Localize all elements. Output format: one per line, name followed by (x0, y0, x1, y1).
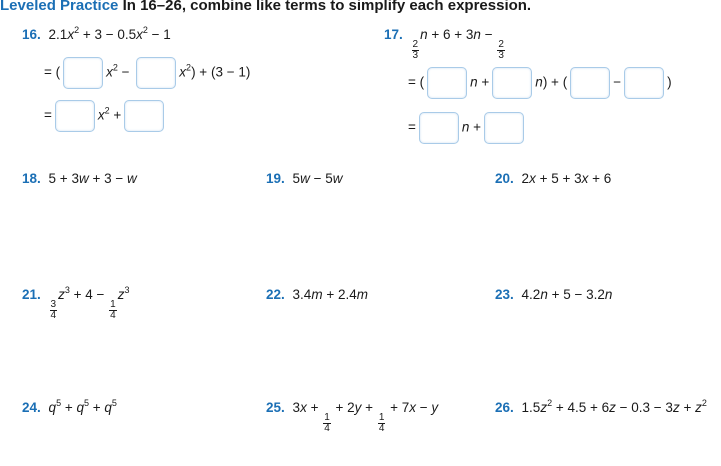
var: n (604, 287, 613, 302)
step-text: − (613, 74, 622, 90)
exponent: 2 (104, 105, 110, 116)
expr-part: + (306, 400, 323, 415)
problem-16 (22, 25, 171, 45)
denominator: 4 (110, 310, 116, 321)
problem-16-step-1 (44, 57, 250, 89)
answer-box-17b[interactable] (492, 67, 532, 99)
step-text: + (477, 74, 490, 90)
expr-part: 3.4 (292, 287, 312, 302)
var: y (431, 400, 439, 415)
step-text: ) + ( (542, 74, 568, 90)
var: w (126, 171, 137, 186)
problem-number: 25. (266, 400, 285, 415)
exponent: 2 (142, 25, 148, 35)
var: z (540, 400, 548, 415)
var: n (470, 74, 478, 90)
exponent: 3 (64, 285, 70, 295)
var: x (136, 27, 143, 42)
problem-22 (266, 285, 368, 305)
step-text: ) (667, 74, 672, 90)
problem-20 (495, 169, 611, 189)
var: x (97, 107, 105, 123)
problem-24 (22, 398, 117, 418)
var: x (581, 171, 589, 186)
var: x (529, 171, 536, 186)
problem-26 (495, 398, 707, 418)
var: z (609, 400, 616, 415)
problem-number: 18. (22, 171, 41, 186)
problem-21 (22, 285, 129, 321)
fraction (323, 413, 331, 434)
fraction (412, 40, 420, 61)
var: z (117, 287, 125, 302)
numerator: 3 (50, 299, 57, 310)
step-text: = (44, 107, 52, 123)
expr-part: + 2.4 (322, 287, 357, 302)
problem-number: 19. (266, 171, 285, 186)
answer-box-16b[interactable] (136, 57, 176, 89)
header-instruction: , combine like terms to simplify each expression. (181, 0, 532, 14)
expr-part: + 3 − (88, 171, 127, 186)
header-in: In (122, 0, 136, 14)
fraction (109, 300, 117, 321)
exponent: 5 (83, 398, 89, 408)
var: n (473, 27, 481, 42)
var: q (76, 400, 84, 415)
problem-number: 20. (495, 171, 514, 186)
expr-part: + 4.5 + 6 (552, 400, 610, 415)
answer-box-16d[interactable] (124, 100, 164, 132)
denominator: 4 (50, 310, 57, 321)
expr-part: + 5 + 3 (535, 171, 582, 186)
expr-part: + 4 − (69, 287, 109, 302)
var: w (332, 171, 343, 186)
denominator: 4 (378, 423, 385, 434)
problem-19 (266, 169, 342, 189)
denominator: 3 (498, 50, 504, 61)
step-text: = ( (408, 74, 425, 90)
var: n (420, 27, 428, 42)
problem-23 (495, 285, 612, 305)
problem-18 (22, 169, 137, 189)
step-text: ) + (3 − 1) (191, 64, 251, 80)
var: z (672, 400, 680, 415)
leveled-practice-label: Leveled Practice (0, 0, 119, 14)
denominator: 3 (412, 50, 419, 61)
var: q (104, 400, 112, 415)
expr-part: + 6 (588, 171, 612, 186)
expr-part: + (89, 400, 105, 415)
expr-part: 2.1 (48, 27, 68, 42)
expr-part: 2 (521, 171, 530, 186)
problem-number: 17. (384, 27, 403, 42)
expr-part: − (416, 400, 432, 415)
problem-25 (266, 398, 438, 434)
var: z (695, 400, 702, 415)
answer-box-17a[interactable] (427, 67, 467, 99)
answer-box-17c[interactable] (570, 67, 610, 99)
expr-part: 1.5 (521, 400, 541, 415)
exponent: 3 (124, 285, 130, 295)
step-text: + (109, 107, 122, 123)
expr-part: + 5 − 3.2 (547, 287, 605, 302)
var: x (106, 64, 113, 80)
exponent: 2 (701, 398, 707, 408)
expr-part: + (361, 400, 377, 415)
var: y (354, 400, 362, 415)
expr-part: 3 (292, 400, 301, 415)
expr-part: + (679, 400, 696, 415)
step-text: − (117, 64, 134, 80)
numerator: 1 (110, 299, 116, 310)
problem-number: 24. (22, 400, 41, 415)
problem-17-step-1 (408, 67, 672, 99)
var: x (67, 27, 75, 42)
problem-number: 22. (266, 287, 285, 302)
problem-number: 21. (22, 287, 41, 302)
var: w (78, 171, 89, 186)
problem-17-step-2 (408, 112, 527, 144)
answer-box-17e[interactable] (419, 112, 459, 144)
exponent: 2 (186, 62, 192, 73)
var: q (48, 400, 57, 415)
expr-part: + (61, 400, 77, 415)
expr-part: + 7 (386, 400, 410, 415)
exponent: 5 (111, 398, 117, 408)
step-text: + (469, 119, 482, 135)
numerator: 2 (498, 39, 504, 50)
problem-17 (384, 25, 506, 61)
step-text: = ( (44, 64, 61, 80)
expr-part: + 2 (331, 400, 355, 415)
var: n (461, 119, 470, 135)
numerator: 1 (324, 412, 330, 423)
instructions-header (0, 0, 531, 14)
var: w (300, 171, 310, 186)
expr-part: + 3 − 0.5 (79, 27, 137, 42)
var: x (300, 400, 307, 415)
exponent: 2 (112, 62, 118, 73)
expr-part: − 5 (309, 171, 333, 186)
answer-box-17d[interactable] (624, 67, 664, 99)
fraction (497, 40, 505, 61)
var: n (540, 287, 548, 302)
exponent: 2 (547, 398, 553, 408)
answer-box-16c[interactable] (55, 100, 95, 132)
expr-part: 5 (292, 171, 301, 186)
numerator: 1 (378, 412, 385, 423)
expr-part: + 6 + 3 (427, 27, 474, 42)
numerator: 2 (412, 39, 419, 50)
fraction (378, 413, 386, 434)
expr-part: − (480, 27, 497, 42)
answer-box-16a[interactable] (63, 57, 103, 89)
var: x (179, 64, 187, 80)
var: x (409, 400, 417, 415)
denominator: 4 (324, 423, 330, 434)
var: n (535, 74, 543, 90)
problem-number: 26. (495, 400, 514, 415)
exponent: 5 (56, 398, 62, 408)
expr-part: 5 + 3 (48, 171, 79, 186)
expr-part: − 0.3 − 3 (615, 400, 673, 415)
var: z (58, 287, 65, 302)
answer-box-17f[interactable] (484, 112, 524, 144)
expr-part: 4.2 (521, 287, 541, 302)
problem-16-step-2 (44, 100, 167, 132)
problem-number: 23. (495, 287, 514, 302)
header-range: 16–26 (140, 0, 182, 14)
var: m (311, 287, 323, 302)
expr-part: − 1 (147, 27, 171, 42)
fraction (50, 300, 58, 321)
exponent: 2 (74, 25, 80, 35)
problem-number: 16. (22, 27, 41, 42)
var: m (356, 287, 368, 302)
step-text: = (408, 119, 416, 135)
